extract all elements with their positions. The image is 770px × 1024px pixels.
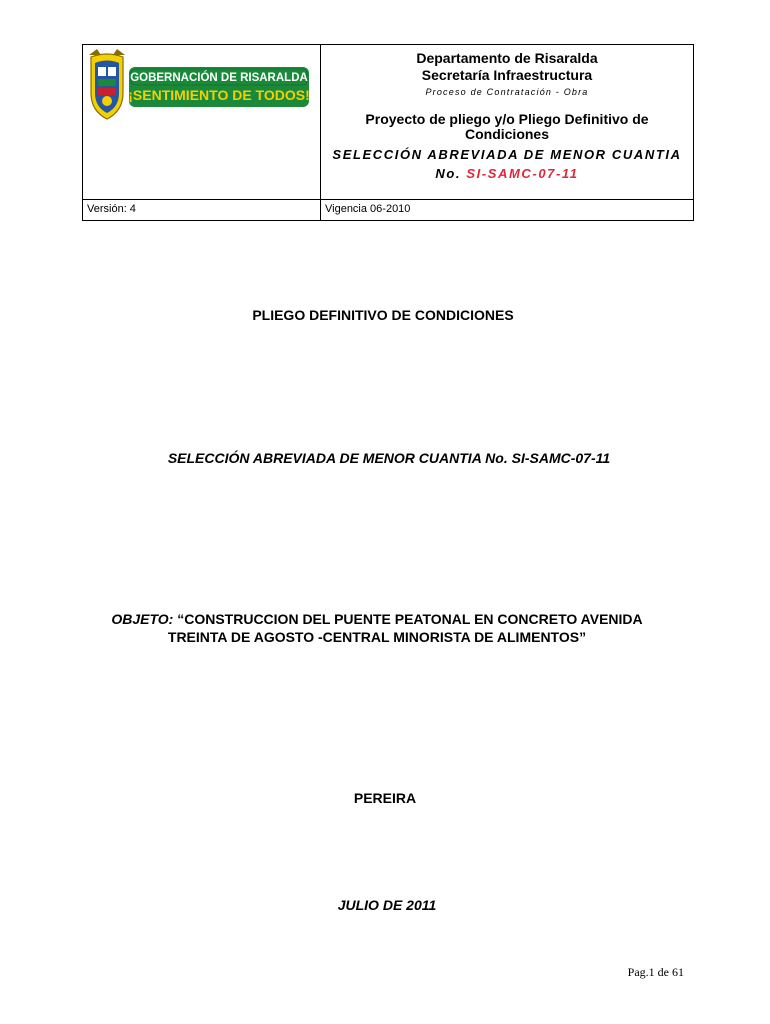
header-table xyxy=(82,44,694,221)
validity-label: Vigencia 06-2010 xyxy=(321,200,694,221)
object-line2: TREINTA DE AGOSTO -CENTRAL MINORISTA DE ALIMENTOS” xyxy=(167,629,587,645)
svg-text:¡SENTIMIENTO DE TODOS!: ¡SENTIMIENTO DE TODOS! xyxy=(128,87,310,103)
process-label: Proceso de Contratación - Obra xyxy=(425,87,589,97)
object-label: OBJETO: xyxy=(111,611,174,627)
city: PEREIRA xyxy=(353,790,417,806)
object-line1: “CONSTRUCCION DEL PUENTE PEATONAL EN CONCRETO AVENIDA xyxy=(173,611,643,627)
svg-text:GOBERNACIÓN DE RISARALDA: GOBERNACIÓN DE RISARALDA xyxy=(130,72,308,84)
gobernacion-logo xyxy=(87,49,312,123)
document-date: JULIO DE 2011 xyxy=(337,897,437,913)
secretariat-name: Secretaría Infraestructura xyxy=(421,67,593,83)
header-title-cell xyxy=(321,45,694,200)
department-name: Departamento de Risaralda xyxy=(416,50,598,66)
selection-line: SELECCIÓN ABREVIADA DE MENOR CUANTIA No. SI-SAMC-07-11 xyxy=(167,450,611,466)
logo-cell xyxy=(83,45,321,200)
selection-label: SELECCIÓN ABREVIADA DE MENOR CUANTIA xyxy=(332,147,682,162)
process-code: SI-SAMC-07-11 xyxy=(466,166,579,181)
document-title: PLIEGO DEFINITIVO DE CONDICIONES xyxy=(252,307,514,323)
page-number: Pag.1 de 61 xyxy=(627,965,684,979)
object-block xyxy=(0,610,762,646)
version-label: Versión: 4 xyxy=(83,200,321,221)
process-number: No. SI-SAMC-07-11 xyxy=(435,166,579,181)
project-label: Proyecto de pliego y/o Pliego Definitivo de Condiciones xyxy=(365,111,649,142)
